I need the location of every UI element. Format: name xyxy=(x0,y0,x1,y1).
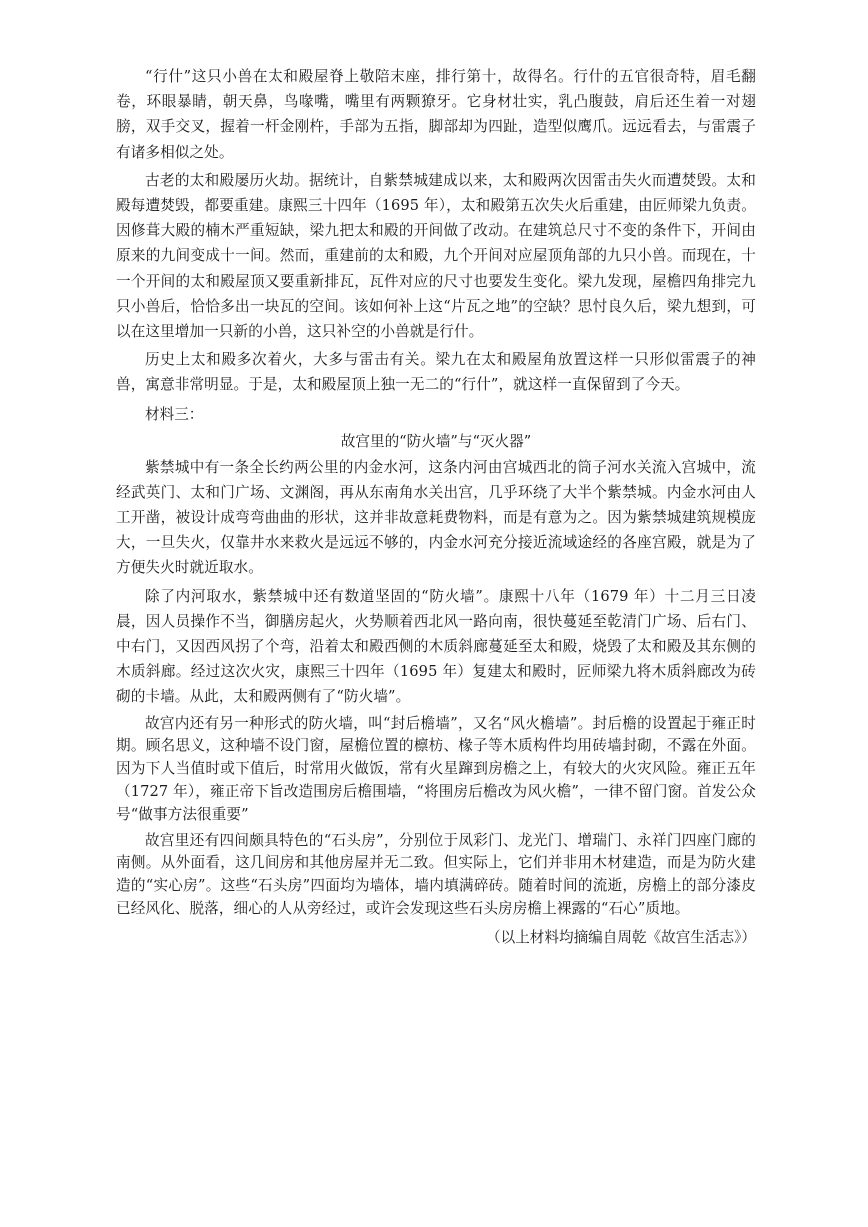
source-note: （以上材料均摘编自周乾《故宫生活志》） xyxy=(486,928,756,946)
article-title: 故宫里的“防火墙”与“灭火器” xyxy=(340,432,532,450)
paragraph-fire-history: 古老的太和殿屡历火劫。据统计，自紫禁城建成以来，太和殿两次因雷击失火而遭焚毁。太和殿每遭焚毁，都要重建。康熙三十四年（1695 年），太和殿第五次失火后重建，由匠师梁九负责。因修葺大殿的楠木严重短缺，梁九把太和殿的开间做了改动。在建筑总尺寸不变的条件下，开间由原来的九间变成十一间。然而，重建前的太和殿，九个开间对应屋顶角部的九只小兽。而现在，十一个开间的太和殿屋顶又要重新排瓦，瓦件对应的尺寸也要发生变化。梁九发现，屋檐四角排完九只小兽后，恰恰多出一块瓦的空间。该如何补上这“片瓦之地”的空缺？思忖良久后，梁九想到，可以在这里增加一只新的小兽，这只补空的小兽就是行什。 xyxy=(116,171,756,341)
material-label: 材料三： xyxy=(145,405,204,423)
paragraph-xingshi-description: “行什”这只小兽在太和殿屋脊上敬陪末座，排行第十，故得名。行什的五官很奇特，眉毛翻卷，环眼暴睛，朝天鼻，鸟喙嘴，嘴里有两颗獠牙。它身材壮实，乳凸腹鼓，肩后还生着一对翅膀，双手交叉，握着一杆金刚杵，手部为五指，脚部却为四趾，造型似鹰爪。远远看去，与雷震子有诸多相似之处。 xyxy=(116,68,756,161)
paragraph-stone-house: 故宫里还有四间颇具特色的“石头房”，分别位于凤彩门、龙光门、增瑞门、永祥门四座门廊的南侧。从外面看，这几间房和其他房屋并无二致。但实际上，它们并非用木材建造，而是为防火建造的“实心房”。这些“石头房”四面均为墙体，墙内填满碎砖。随着时间的流逝，房檐上的部分漆皮已经风化、脱落，细心的人从旁经过，或许会发现这些石头房房檐上裸露的“石心”质地。 xyxy=(116,831,756,918)
document-page xyxy=(116,64,756,951)
paragraph-firewall: 除了内河取水，紫禁城中还有数道坚固的“防火墙”。康熙十八年（1679 年）十二月三日凌晨，因人员操作不当，御膳房起火，火势顺着西北风一路向南，很快蔓延至乾清门广场、后右门、中右门，又因西风拐了个弯，沿着太和殿西侧的木质斜廊蔓延至太和殿，烧毁了太和殿及其东侧的木质斜廊。经过这次火灾，康熙三十四年（1695 年）复建太和殿时，匠师梁九将木质斜廊改为砖砌的卡墙。从此，太和殿两侧有了“防火墙”。 xyxy=(116,587,756,706)
paragraph-inner-river: 紫禁城中有一条全长约两公里的内金水河，这条内河由宫城西北的筒子河水关流入宫城中，流经武英门、太和门广场、文渊阁，再从东南角水关出宫，几乎环绕了大半个紫禁城。内金水河由人工开凿，被设计成弯弯曲曲的形状，这并非故意耗费物料，而是有意为之。因为紫禁城建筑规模庞大，一旦失火，仅靠井水来救火是远远不够的，内金水河充分接近流域途经的各座宫殿，就是为了方便失火时就近取水。 xyxy=(116,458,756,577)
paragraph-xingshi-meaning: 历史上太和殿多次着火，大多与雷击有关。梁九在太和殿屋角放置这样一只形似雷震子的神兽，寓意非常明显。于是，太和殿屋顶上独一无二的“行什”，就这样一直保留到了今天。 xyxy=(116,351,756,394)
paragraph-eave-wall: 故宫内还有另一种形式的防火墙，叫“封后檐墙”，又名“风火檐墙”。封后檐的设置起于雍正时期。顾名思义，这种墙不设门窗，屋檐位置的檩枋、椽子等木质构件均用砖墙封砌，不露在外面。因为下人当值时或下值后，时常用火做饭，常有火星蹿到房檐之上，有较大的火灾风险。雍正五年（1727 年），雍正帝下旨改造围房后檐围墙，“将围房后檐改为风火檐”，一律不留门窗。首发公众号“做事方法很重要” xyxy=(116,714,756,823)
